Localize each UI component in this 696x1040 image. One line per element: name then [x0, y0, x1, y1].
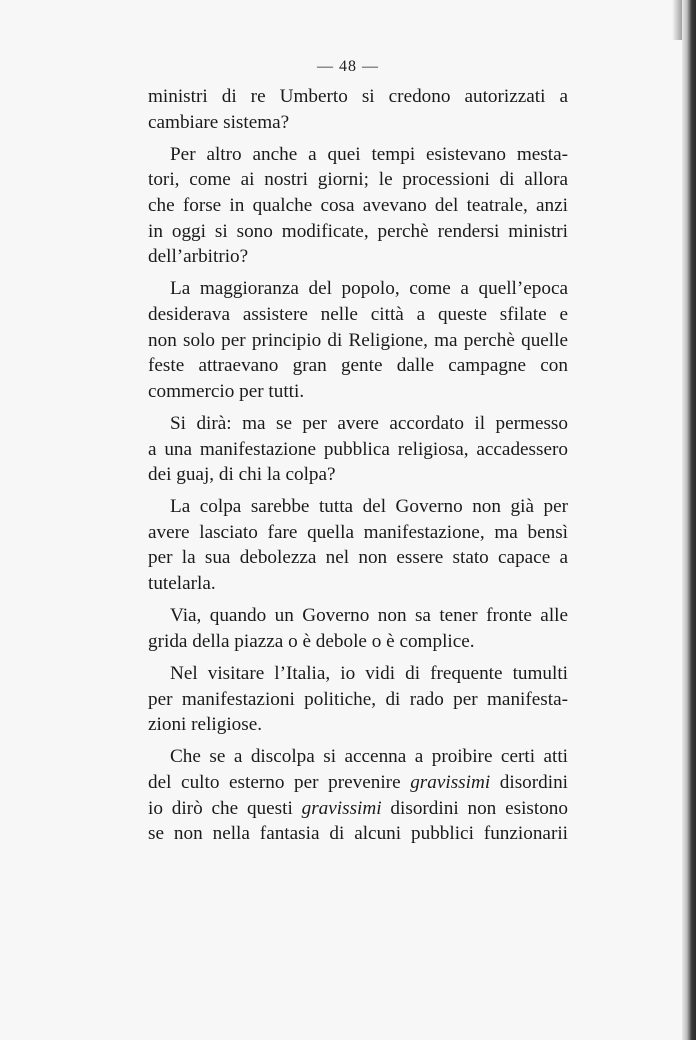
body-text [148, 84, 568, 847]
paragraph [148, 603, 568, 654]
text-line: dell’arbitrio? [148, 246, 249, 268]
text-line: non solo per principio di Religione, ma perchè quelle [148, 329, 568, 351]
text-line: zioni religiose. [148, 714, 263, 736]
text-line: per manifestazioni politiche, di rado per manifesta- [148, 688, 568, 710]
text-line: desiderava assistere nelle città a queste sfilate e [148, 303, 568, 325]
text-line: io dirò che questi gravissimi disordini non esistono [148, 797, 568, 819]
text-line: dei guaj, di chi la colpa? [148, 464, 336, 486]
text-line: La maggioranza del popolo, come a quell’epoca [170, 278, 568, 300]
text-line: a una manifestazione pubblica religiosa, accadessero [148, 438, 568, 460]
text-line: Si dirà: ma se per avere accordato il permesso [170, 412, 568, 434]
text-line: cambiare sistema? [148, 111, 290, 133]
text-line: ministri di re Umberto si credono autorizzati a [148, 86, 568, 107]
paragraph [148, 84, 568, 135]
text-line: commercio per tutti. [148, 380, 305, 402]
text-line: Nel visitare l’Italia, io vidi di frequente tumulti [170, 663, 568, 685]
text-line: Per altro anche a quei tempi esistevano mesta- [170, 143, 568, 165]
text-line: in oggi si sono modificate, perchè rendersi ministri [148, 220, 568, 242]
page-number: — 48 — [317, 58, 379, 75]
text-line: Che se a discolpa si accenna a proibire certi atti [170, 746, 568, 768]
italic-word: gravissimi [301, 797, 382, 819]
text-line: tutelarla. [148, 573, 216, 595]
binding-edge-shadow [682, 0, 696, 1040]
text-line: feste attraevano gran gente dalle campagne con [148, 355, 568, 377]
paragraph [148, 744, 568, 846]
text-line: se non nella fantasia di alcuni pubblici funzionarii [148, 823, 568, 845]
paragraph [148, 276, 568, 404]
text-line: per la sua debolezza nel non essere stato capace a [148, 547, 568, 569]
text-line: grida della piazza o è debole o è complice. [148, 630, 475, 652]
italic-word: gravissimi [410, 772, 491, 793]
text-line: tori, come ai nostri giorni; le processioni di allora [148, 169, 568, 191]
paragraph [148, 661, 568, 738]
text-line: che forse in qualche cosa avevano del teatrale, anzi [148, 194, 568, 216]
text-line: del culto esterno per prevenire gravissimi disordini [148, 772, 569, 793]
paragraph [148, 494, 568, 596]
paragraph [148, 411, 568, 488]
paragraph [148, 142, 568, 270]
text-line: Via, quando un Governo non sa tener fronte alle [170, 605, 568, 627]
text-line: La colpa sarebbe tutta del Governo non già per [170, 496, 568, 518]
binding-edge-top-shadow [672, 0, 682, 40]
text-line: avere lasciato fare quella manifestazione, ma bensì [148, 521, 568, 543]
